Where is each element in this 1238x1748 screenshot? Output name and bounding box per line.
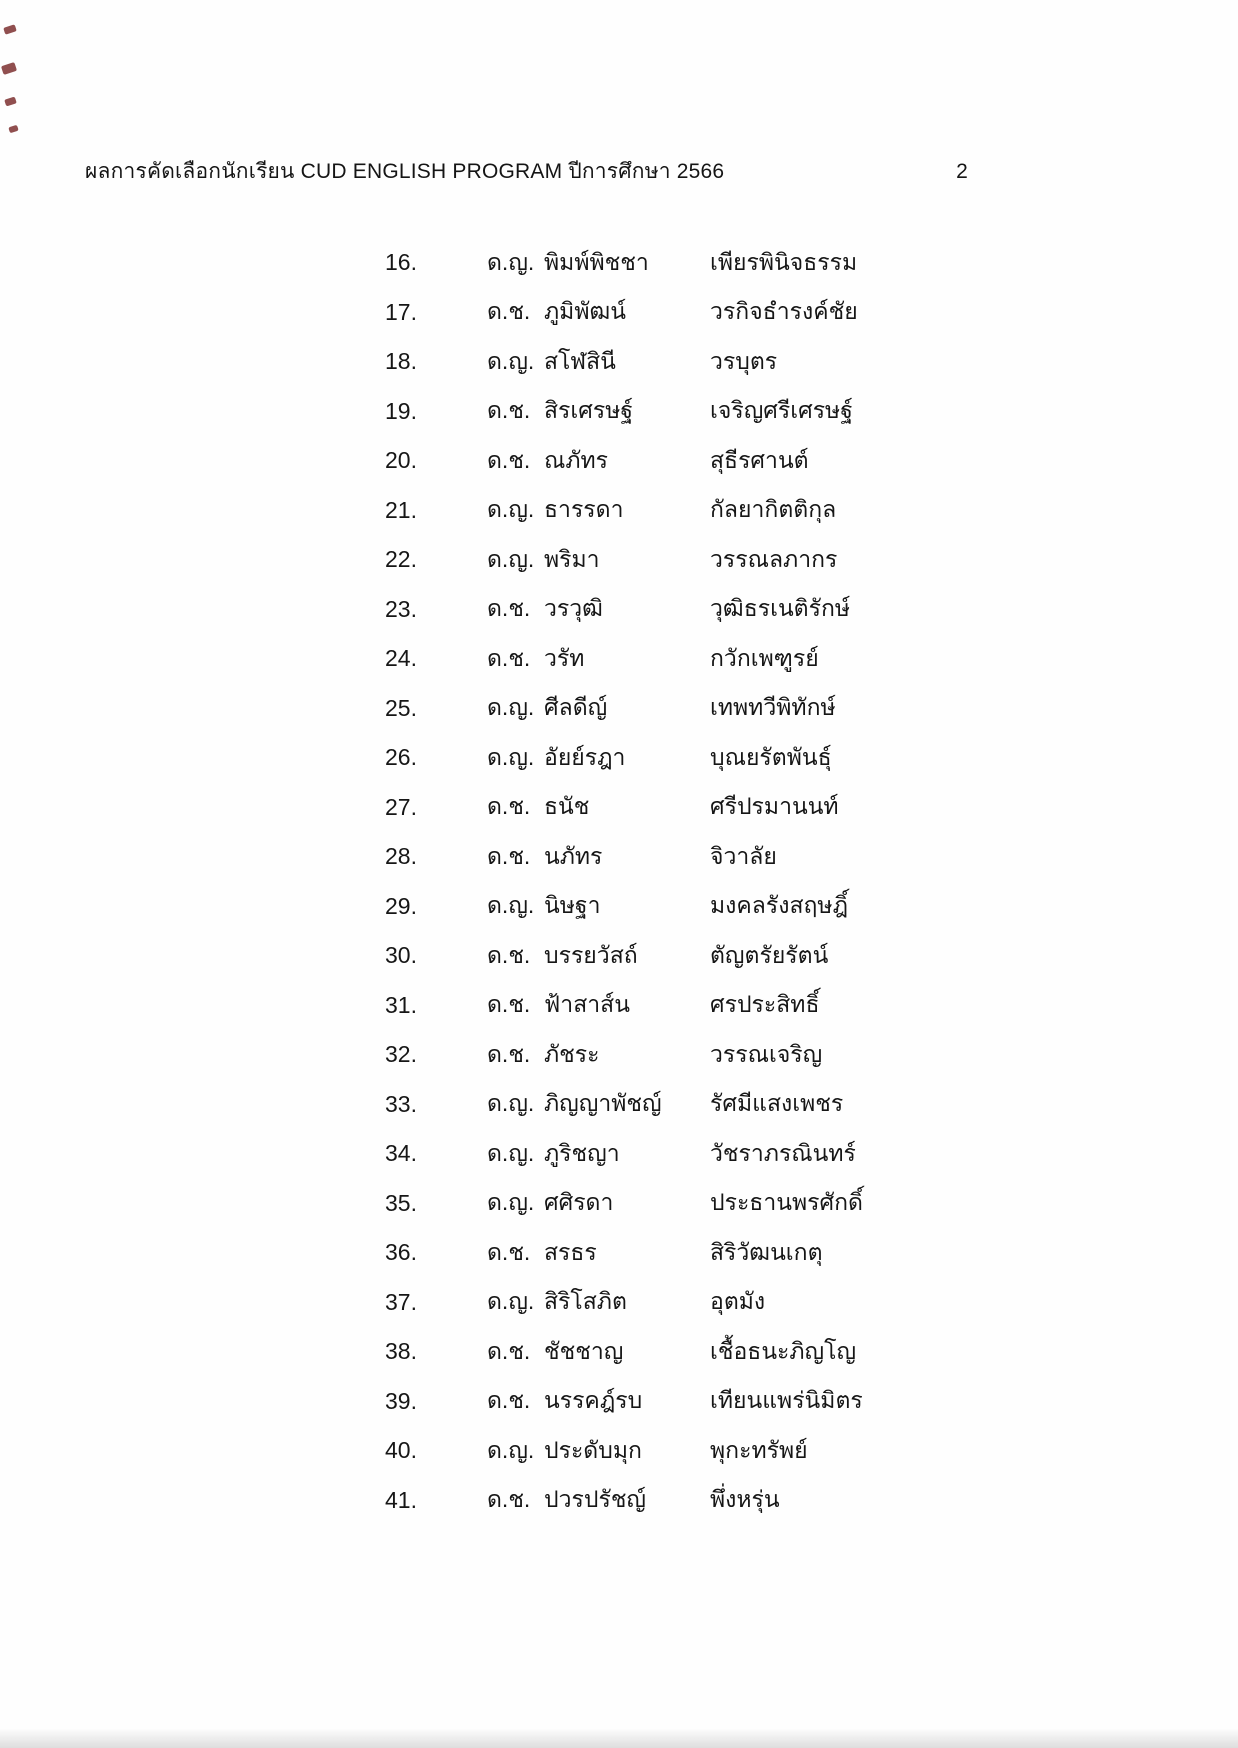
student-title-prefix: ด.ช. [487,1387,531,1414]
student-title-prefix: ด.ญ. [487,347,535,374]
student-number: 34. [385,1140,417,1167]
student-number: 26. [385,744,417,771]
student-title-prefix: ด.ช. [487,446,531,473]
student-number: 31. [385,991,417,1018]
student-number: 16. [385,249,417,276]
student-last-name: ศรีปรมานนท์ [710,793,839,820]
student-number: 36. [385,1239,417,1266]
student-first-name: ชัชชาญ [544,1337,624,1364]
student-first-name: ภิญญาพัชญ์ [544,1090,662,1117]
student-last-name: เจริญศรีเศรษฐ์ [710,397,853,424]
table-row [0,783,1238,833]
student-first-name: ธนัช [544,793,590,820]
student-number: 30. [385,942,417,969]
table-row [0,238,1238,288]
student-number: 23. [385,595,417,622]
table-row [0,1030,1238,1080]
student-first-name: นภัทร [544,842,603,869]
student-number: 40. [385,1437,417,1464]
student-number: 33. [385,1090,417,1117]
student-title-prefix: ด.ช. [487,595,531,622]
student-title-prefix: ด.ช. [487,941,531,968]
student-last-name: วรกิจธำรงค์ชัย [710,298,858,325]
student-title-prefix: ด.ญ. [487,1436,535,1463]
table-row [0,585,1238,635]
student-number: 17. [385,298,417,325]
student-number: 41. [385,1486,417,1513]
student-first-name: พริมา [544,545,600,572]
student-number: 39. [385,1387,417,1414]
student-last-name: สิริวัฒนเกตุ [710,1238,823,1265]
table-row [0,931,1238,981]
student-number: 28. [385,843,417,870]
student-title-prefix: ด.ญ. [487,743,535,770]
student-first-name: สิรเศรษฐ์ [544,397,634,424]
student-last-name: มงคลรังสฤษฎิ์ [710,892,849,919]
student-first-name: ธารรดา [544,496,624,523]
table-row [0,1228,1238,1278]
table-row [0,1179,1238,1229]
student-number: 22. [385,546,417,573]
table-row [0,1476,1238,1526]
scan-mark [4,96,17,106]
student-last-name: เทียนแพร่นิมิตร [710,1387,863,1414]
table-row [0,684,1238,734]
student-last-name: กวักเพฑูรย์ [710,644,819,671]
table-row [0,387,1238,437]
document-header [85,155,1153,188]
table-row [0,733,1238,783]
student-number: 21. [385,496,417,523]
student-last-name: บุณยรัตพันธุ์ [710,743,832,770]
student-number: 32. [385,1041,417,1068]
scan-mark [1,62,17,75]
scan-bottom-shadow [0,1728,1238,1748]
student-last-name: พุกะทรัพย์ [710,1436,808,1463]
student-last-name: จิวาลัย [710,842,777,869]
student-first-name: ณภัทร [544,446,609,473]
student-last-name: วรรณลภากร [710,545,838,572]
student-last-name: กัลยากิตติกุล [710,496,837,523]
student-last-name: วรรณเจริญ [710,1040,823,1067]
student-number: 37. [385,1288,417,1315]
student-number: 27. [385,793,417,820]
student-last-name: เชื้อธนะภิญโญ [710,1337,857,1364]
student-last-name: วุฒิธรเนติรักษ์ [710,595,851,622]
student-title-prefix: ด.ช. [487,1337,531,1364]
student-title-prefix: ด.ช. [487,1486,531,1513]
student-number: 38. [385,1338,417,1365]
student-last-name: รัศมีแสงเพชร [710,1090,844,1117]
student-first-name: สโฬสินี [544,347,616,374]
student-title-prefix: ด.ญ. [487,248,535,275]
student-first-name: นิษฐา [544,892,601,919]
table-row [0,1080,1238,1130]
student-last-name: สุธีรศานต์ [710,446,809,473]
student-title-prefix: ด.ช. [487,644,531,671]
student-first-name: ศีลดีญ์ [544,694,608,721]
scan-mark [8,125,18,133]
student-number: 19. [385,397,417,424]
table-row [0,882,1238,932]
student-last-name: พึ่งหรุ่น [710,1486,780,1513]
student-first-name: ภูมิพัฒน์ [544,298,626,325]
student-number: 18. [385,348,417,375]
student-number: 24. [385,645,417,672]
student-last-name: ตัญตรัยรัตน์ [710,941,829,968]
student-title-prefix: ด.ญ. [487,545,535,572]
student-title-prefix: ด.ญ. [487,892,535,919]
student-list [0,238,1238,1525]
student-title-prefix: ด.ช. [487,397,531,424]
student-number: 25. [385,694,417,721]
table-row [0,1129,1238,1179]
student-first-name: พิมพ์พิชชา [544,248,649,275]
student-title-prefix: ด.ช. [487,1040,531,1067]
student-number: 35. [385,1189,417,1216]
student-first-name: ภูริชญา [544,1139,620,1166]
table-row [0,1426,1238,1476]
student-last-name: อุตมัง [710,1288,766,1315]
student-last-name: ศรประสิทธิ์ [710,991,820,1018]
student-title-prefix: ด.ญ. [487,1139,535,1166]
student-first-name: ปวรปรัชญ์ [544,1486,647,1513]
table-row [0,1377,1238,1427]
table-row [0,981,1238,1031]
table-row [0,486,1238,536]
student-last-name: เทพทวีพิทักษ์ [710,694,836,721]
table-row [0,634,1238,684]
student-title-prefix: ด.ช. [487,298,531,325]
student-title-prefix: ด.ญ. [487,1090,535,1117]
student-last-name: วัชราภรณินทร์ [710,1139,856,1166]
student-title-prefix: ด.ญ. [487,694,535,721]
student-first-name: วรัท [544,644,585,671]
table-row [0,1327,1238,1377]
page-title: ผลการคัดเลือกนักเรียน CUD ENGLISH PROGRAM ปีการศึกษา 2566 [85,160,725,183]
student-first-name: บรรยวัสถ์ [544,941,638,968]
student-number: 29. [385,892,417,919]
scan-mark [3,24,17,34]
student-number: 20. [385,447,417,474]
student-title-prefix: ด.ญ. [487,496,535,523]
student-last-name: เพียรพินิจธรรม [710,248,858,275]
student-first-name: นรรคฎ์รบ [544,1387,643,1414]
student-title-prefix: ด.ช. [487,991,531,1018]
student-last-name: ประธานพรศักดิ์ [710,1189,863,1216]
student-first-name: ประดับมุก [544,1436,642,1463]
student-first-name: สิริโสภิต [544,1288,627,1315]
table-row [0,1278,1238,1328]
student-first-name: วรวุฒิ [544,595,603,622]
student-title-prefix: ด.ช. [487,842,531,869]
student-last-name: วรบุตร [710,347,778,374]
student-first-name: อัยย์รฎา [544,743,626,770]
student-first-name: สรธร [544,1238,597,1265]
table-row [0,436,1238,486]
student-title-prefix: ด.ช. [487,1238,531,1265]
table-row [0,337,1238,387]
student-first-name: ศศิรดา [544,1189,614,1216]
table-row [0,832,1238,882]
student-title-prefix: ด.ช. [487,793,531,820]
table-row [0,535,1238,585]
table-row [0,288,1238,338]
student-first-name: ภัชระ [544,1040,600,1067]
student-title-prefix: ด.ญ. [487,1288,535,1315]
student-title-prefix: ด.ญ. [487,1189,535,1216]
student-first-name: ฟ้าสาส์น [544,991,630,1018]
page-number: 2 [956,160,968,183]
